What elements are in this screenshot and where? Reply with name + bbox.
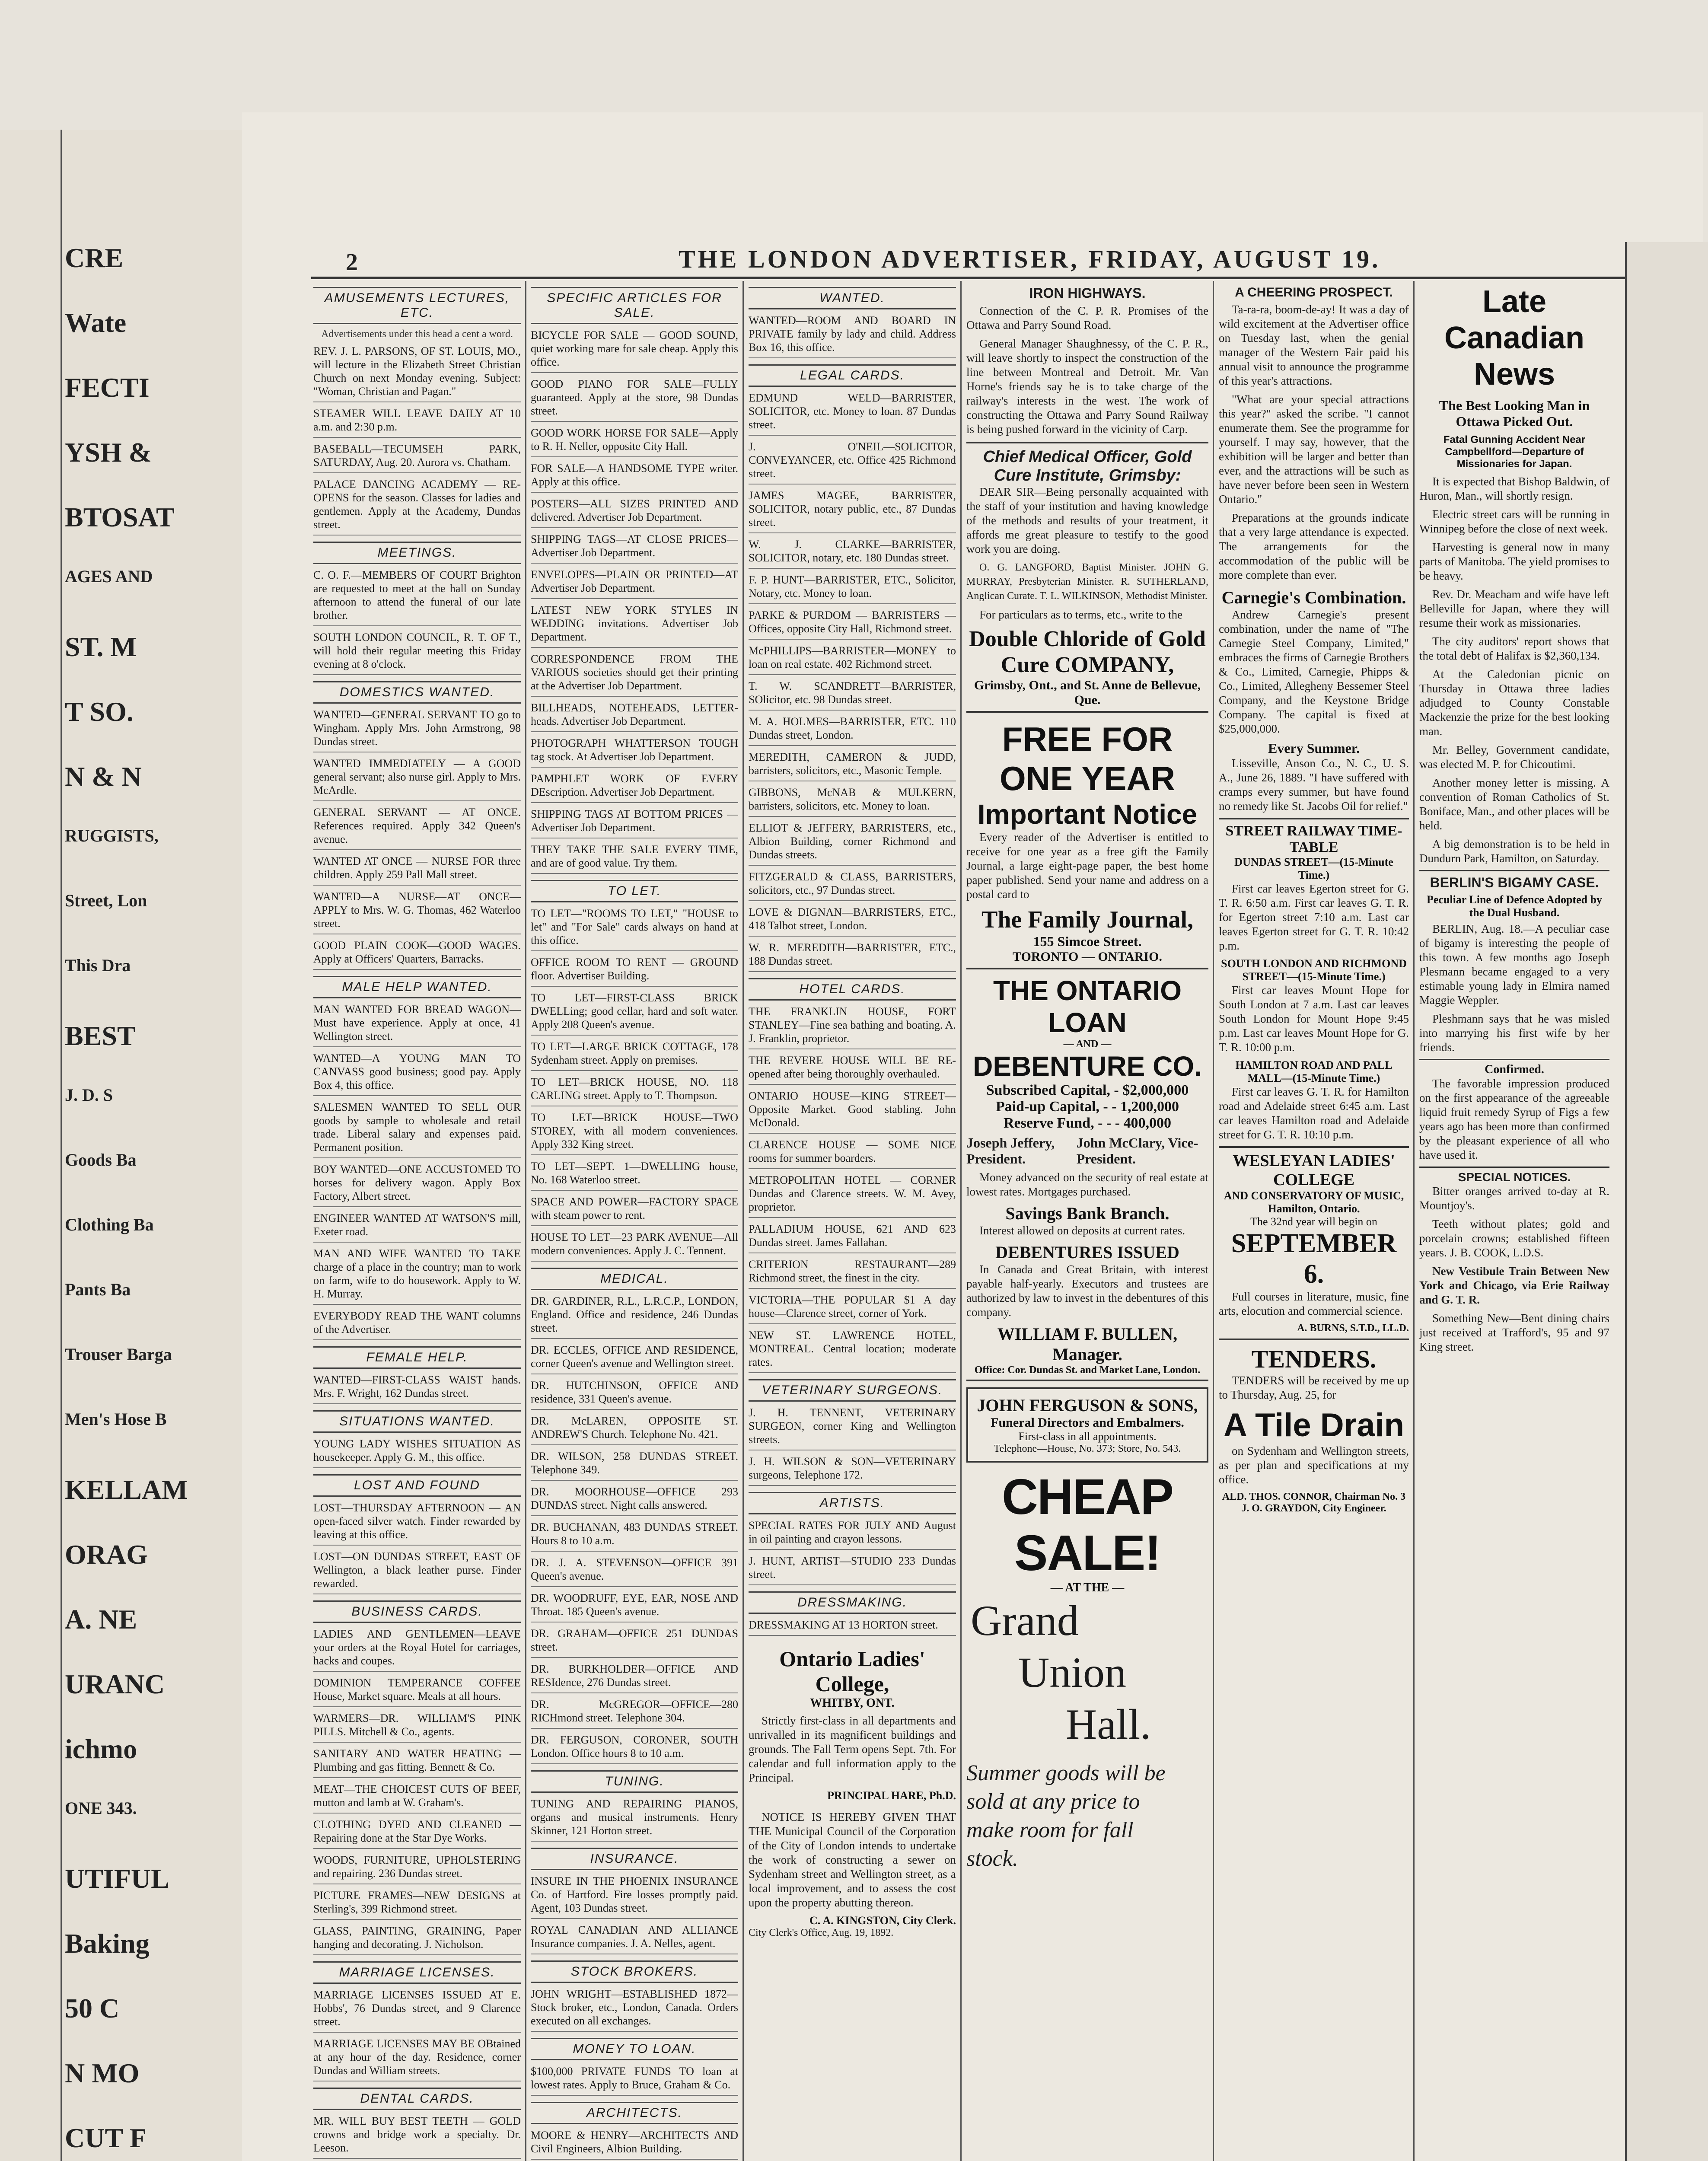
free-offer-body: Every reader of the Advertiser is entitled to receive for one year as a free gift the Family Journal, a large eight-page paper, the best home paper published. Send your name and address on a postal card to (966, 831, 1208, 901)
classified-ad: WANTED AT ONCE — NURSE FOR three children. Apply 259 Pall Mall street. (313, 854, 521, 886)
adjacent-page-fragment: Men's Hose B (65, 1409, 167, 1429)
family-journal-address: 155 Simcoe Street. (1033, 934, 1142, 949)
drain-signature-2: J. O. GRAYDON, City Engineer. (1241, 1503, 1386, 1514)
classified-ad: GOOD PIANO FOR SALE—FULLY guaranteed. Apply at the store, 98 Dundas street. (531, 377, 738, 422)
carnegie-heading: Carnegie's Combination. (1221, 588, 1406, 607)
adjacent-page-fragment: Wate (65, 307, 127, 338)
summer-line-3: make room for fall (966, 1818, 1134, 1842)
hamilton-route: HAMILTON ROAD AND PALL MALL—(15-Minute Time.) (1235, 1059, 1393, 1084)
manager-name: WILLIAM F. BULLEN, Manager. (997, 1324, 1178, 1364)
classified-ad: PICTURE FRAMES—NEW DESIGNS at Sterling's, 399 Richmond street. (313, 1889, 521, 1920)
family-journal-title: The Family Journal, (981, 906, 1194, 933)
adjacent-page-fragment: CUT F (65, 2123, 147, 2153)
classified-ad: MAN WANTED FOR BREAD WAGON—Must have experience. Apply at once, 41 Wellington street. (313, 1003, 521, 1047)
classified-ad: DOMINION TEMPERANCE COFFEE House, Market square. Meals at all hours. (313, 1676, 521, 1707)
news-paragraph: Harvesting is general now in many parts of Manitoba. The yield promises to be heavy. (1419, 541, 1609, 582)
classified-ad: DR. GARDINER, R.L., L.R.C.P., LONDON, England. Office and residence, 246 Dundas street. (531, 1294, 738, 1339)
tenders-body: TENDERS will be received by me up to Thursday, Aug. 25, for (1219, 1374, 1409, 1401)
ontario-loan-and: — AND — (1063, 1039, 1112, 1050)
classified-ad: DR. GRAHAM—OFFICE 251 DUNDAS street. (531, 1627, 738, 1658)
section-heading: AMUSEMENTS LECTURES, ETC. (313, 287, 521, 324)
classified-ad: J. H. WILSON & SON—VETERINARY surgeons, Telephone 172. (749, 1455, 956, 1486)
paid-up-capital: Paid-up Capital, - - 1,200,000 (995, 1099, 1179, 1115)
classified-ad: METROPOLITAN HOTEL — CORNER Dundas and Clarence streets. W. M. Avey, proprietor. (749, 1173, 956, 1218)
special-notices-heading: SPECIAL NOTICES. (1419, 1167, 1609, 1184)
ontario-loan-title-2: DEBENTURE CO. (973, 1051, 1202, 1082)
iron-highways-heading: IRON HIGHWAYS. (1029, 285, 1146, 301)
drain-signature-1: ALD. THOS. CONNOR, Chairman No. 3 (1222, 1491, 1406, 1502)
section-heading: INSURANCE. (531, 1848, 738, 1870)
richmond-route: SOUTH LONDON AND RICHMOND STREET—(15-Minute Time.) (1221, 957, 1407, 983)
section-heading: ARTISTS. (749, 1492, 956, 1514)
classified-ad: STEAMER WILL LEAVE DAILY AT 10 a.m. and 2:30 p.m. (313, 407, 521, 438)
classified-ad: WARMERS—DR. WILLIAM'S PINK PILLS. Mitchell & Co., agents. (313, 1712, 521, 1743)
classified-ad: WOODS, FURNITURE, UPHOLSTERING and repairing. 236 Dundas street. (313, 1853, 521, 1884)
classified-ad: GOOD WORK HORSE FOR SALE—Apply to R. H. Neller, opposite City Hall. (531, 426, 738, 457)
classified-ad: W. R. MEREDITH—BARRISTER, ETC., 188 Dundas street. (749, 941, 956, 972)
savings-bank-body: Interest allowed on deposits at current rates. (979, 1224, 1185, 1237)
city-notice: NOTICE IS HEREBY GIVEN THAT THE Municipal Council of the Corporation of the City of London intends to undertake the work of constructing a sewer on Sydenham street and Wellington street, as a local improvement, and to assess the cost upon the property abutting thereon. (749, 1810, 956, 1909)
union-word: Union (1018, 1648, 1126, 1696)
loan-president: Joseph Jeffery, President. (966, 1135, 1055, 1167)
classified-ad: INSURE IN THE PHOENIX INSURANCE Co. of Hartford. Fire losses promptly paid. Agent, 103 Dundas street. (531, 1874, 738, 1919)
section-heading: DRESSMAKING. (749, 1591, 956, 1614)
wesleyan-title: WESLEYAN LADIES' COLLEGE (1219, 1146, 1409, 1189)
prospect-paragraph: "What are your special attractions this year?" asked the scribe. "I cannot enumerate them. See the programme for yourself. I may say, however, that the exhibition will be larger and better than ever, and the attractions will be such as have never before been seen in Western Ontario." (1219, 393, 1409, 506)
street-railway-heading: STREET RAILWAY TIME-TABLE (1219, 818, 1409, 856)
classified-ad: TO LET—LARGE BRICK COTTAGE, 178 Sydenham street. Apply on premises. (531, 1040, 738, 1071)
richmond-times: First car leaves Mount Hope for South London at 7 a.m. Last car leaves South London for Mount Hope 9:45 p.m. Last car leaves Mount Hope for G. T. R. 10:00 p.m. (1219, 984, 1409, 1054)
dundas-route: DUNDAS STREET—(15-Minute Time.) (1234, 856, 1393, 881)
section-heading: VETERINARY SURGEONS. (749, 1379, 956, 1402)
column-1 (313, 281, 521, 2161)
classified-ad: MEREDITH, CAMERON & JUDD, barristers, solicitors, etc., Masonic Temple. (749, 750, 956, 781)
adjacent-page-fragment: KELLAM (65, 1474, 188, 1505)
classified-ad: TO LET—BRICK HOUSE, NO. 118 CARLING street. Apply to T. Thompson. (531, 1075, 738, 1106)
iron-highways-body: General Manager Shaughnessy, of the C. P. R., will leave shortly to inspect the construction of the line between Montreal and Detroit. Mr. Van Horne's friends say he is to take charge of the railway's interests in the west. The work of constructing the Ottawa and Parry Sound Railway is being pushed forward in the vicinity of Carp. (966, 337, 1208, 436)
classified-ad: ROYAL CANADIAN AND ALLIANCE Insurance companies. J. A. Nelles, agent. (531, 1923, 738, 1954)
adjacent-page-fragment: BTOSAT (65, 502, 175, 532)
classified-ad: THE REVERE HOUSE WILL BE RE-opened after being thoroughly overhauled. (749, 1054, 956, 1085)
classified-ad: TO LET—SEPT. 1—DWELLING house, No. 168 Waterloo street. (531, 1160, 738, 1191)
classified-ad: J. H. TENNENT, VETERINARY SURGEON, corner King and Wellington streets. (749, 1406, 956, 1450)
classified-ad: WANTED IMMEDIATELY — A GOOD general servant; also nurse girl. Apply to Mrs. McArdle. (313, 757, 521, 801)
bigamy-deck: Peculiar Line of Defence Adopted by the Dual Husband. (1426, 893, 1603, 919)
free-one-year-heading: FREE FOR ONE YEAR (1000, 720, 1175, 797)
right-page-edge (1625, 242, 1708, 2161)
adjacent-page-fragment: 50 C (65, 1993, 120, 2024)
special-notice: Teeth without plates; gold and porcelain crowns; established fifteen years. J. B. COOK, L.D.S. (1419, 1218, 1609, 1259)
classified-ad: PARKE & PURDOM — BARRISTERS — Offices, opposite City Hall, Richmond street. (749, 609, 956, 640)
college-title: Ontario Ladies' College, (779, 1647, 925, 1696)
section-heading: BUSINESS CARDS. (313, 1600, 521, 1623)
chief-medical-signatures: O. G. LANGFORD, Baptist Minister. JOHN G. MURRAY, Presbyterian Minister. R. SUTHERLAND, Anglican Curate. T. L. WILKINSON, Methodist Minister. (966, 562, 1208, 602)
adjacent-column (61, 130, 209, 2161)
classified-ad: EVERYBODY READ THE WANT columns of the Advertiser. (313, 1309, 521, 1340)
page-number: 2 (346, 249, 358, 276)
hall-word: Hall. (1066, 1700, 1151, 1748)
classified-ad: PALACE DANCING ACADEMY — RE-OPENS for the season. Classes for ladies and gentlemen. Apply at the Academy, Dundas street. (313, 478, 521, 535)
late-deck: Fatal Gunning Accident Near Campbellford—Departure of Missionaries for Japan. (1443, 434, 1586, 470)
adjacent-page-fragment: BEST (65, 1020, 136, 1051)
special-notice: New Vestibule Train Between New York and Chicago, via Erie Railway and G. T. R. (1419, 1265, 1609, 1306)
classified-ad: TO LET—"ROOMS TO LET," "HOUSE to let" and "For Sale" cards always on hand at this office. (531, 907, 738, 951)
classified-ad: POSTERS—ALL SIZES PRINTED AND delivered. Advertiser Job Department. (531, 497, 738, 528)
summer-line-1: Summer goods will be (966, 1761, 1166, 1785)
classified-ad: J. HUNT, ARTIST—STUDIO 233 Dundas street. (749, 1554, 956, 1585)
section-heading: ARCHITECTS. (531, 2102, 738, 2124)
loan-vice-president: John McClary, Vice-President. (1076, 1135, 1198, 1167)
classified-ad: GLASS, PAINTING, GRAINING, Paper hanging and decorating. J. Nicholson. (313, 1924, 521, 1955)
classified-ad: WANTED—ROOM AND BOARD IN PRIVATE family by lady and child. Address Box 16, this office. (749, 314, 956, 358)
iron-highways-lead: Connection of the C. P. R. Promises of the Ottawa and Parry Sound Road. (966, 304, 1208, 331)
hamilton-times: First car leaves G. T. R. for Hamilton road and Adelaide street 6:45 a.m. Last car leaves Hamilton road and Adelaide street for G. T. R. 10:10 p.m. (1219, 1085, 1409, 1141)
cheap-sale-heading: CHEAP SALE! (1001, 1469, 1173, 1581)
prospect-paragraph: Ta-ra-ra, boom-de-ay! It was a day of wild excitement at the Advertiser office on Tuesday last, when the genial manager of the Western Fair paid his annual visit to announce the programme of this year's attractions. (1219, 303, 1409, 387)
classified-ad: DR. WOODRUFF, EYE, EAR, NOSE AND Throat. 185 Queen's avenue. (531, 1591, 738, 1622)
classified-ad: SALESMEN WANTED TO SELL OUR goods by sample to wholesale and retail trade. Liberal salary and expenses paid. Permanent position. (313, 1100, 521, 1158)
loan-body: Money advanced on the security of real estate at lowest rates. Mortgages purchased. (966, 1171, 1208, 1198)
classified-ad: PAMPHLET WORK OF EVERY DEscription. Advertiser Job Department. (531, 772, 738, 803)
classified-ad: LATEST NEW YORK STYLES IN WEDDING invitations. Advertiser Job Department. (531, 603, 738, 648)
bigamy-heading: BERLIN'S BIGAMY CASE. (1419, 870, 1609, 891)
cheering-prospect-heading: A CHEERING PROSPECT. (1235, 285, 1393, 300)
news-paragraph: At the Caledonian picnic on Thursday in Ottawa three ladies adjudged to County Constable Mackenzie the prize for the best looking man. (1419, 668, 1609, 738)
dundas-times: First car leaves Egerton street for G. T. R. 6:50 a.m. First car leaves G. T. R. for Egerton street 7:10 a.m. Last car leaves Egerton street for G. T. R. 10:42 p.m. (1219, 882, 1409, 952)
adjacent-page-fragment: Baking (65, 1928, 150, 1959)
chief-medical-heading: Chief Medical Officer, Gold Cure Institute, Grimsby: (966, 442, 1208, 485)
classified-ad: MARRIAGE LICENSES MAY BE OBtained at any hour of the day. Residence, corner Dundas and William streets. (313, 2037, 521, 2081)
wesleyan-body: The 32nd year will begin on (1250, 1215, 1377, 1228)
classified-ad: LOVE & DIGNAN—BARRISTERS, ETC., 418 Talbot street, London. (749, 905, 956, 937)
adjacent-page-fragment: Trouser Barga (65, 1345, 172, 1364)
classified-ad: PALLADIUM HOUSE, 621 AND 623 Dundas street. James Fallahan. (749, 1222, 956, 1253)
classified-ad: SHIPPING TAGS AT BOTTOM PRICES — Advertiser Job Department. (531, 807, 738, 838)
classified-ad: DR. J. A. STEVENSON—OFFICE 391 Queen's avenue. (531, 1556, 738, 1587)
section-heading: SPECIFIC ARTICLES FOR SALE. (531, 287, 738, 324)
adjacent-page-fragment: Goods Ba (65, 1150, 137, 1170)
column-4 (966, 281, 1208, 2161)
classified-ad: DR. BURKHOLDER—OFFICE AND RESIdence, 276 Dundas street. (531, 1662, 738, 1693)
adjacent-page-fragment: RUGGISTS, (65, 826, 159, 845)
adjacent-page-fragment: URANC (65, 1669, 165, 1699)
summer-line-2: sold at any price to (966, 1789, 1140, 1814)
section-heading: FEMALE HELP. (313, 1346, 521, 1369)
adjacent-page-fragment: N MO (65, 2058, 140, 2088)
news-paragraph: It is expected that Bishop Baldwin, of Huron, Man., will shortly resign. (1419, 475, 1609, 502)
column-rule (1413, 281, 1415, 2161)
classified-ad: ONTARIO HOUSE—KING STREET—Opposite Market. Good stabling. John McDonald. (749, 1089, 956, 1134)
gold-cure-company: Double Chloride of Gold Cure COMPANY, (969, 627, 1206, 677)
savings-bank-heading: Savings Bank Branch. (1005, 1204, 1169, 1223)
late-canadian-news-heading: Late Canadian News (1444, 284, 1585, 392)
classified-ad: DR. BUCHANAN, 483 DUNDAS STREET. Hours 8 to 10 a.m. (531, 1520, 738, 1552)
news-paragraph: A big demonstration is to be held in Dundurn Park, Hamilton, on Saturday. (1419, 838, 1609, 865)
section-heading: HOTEL CARDS. (749, 978, 956, 1001)
section-heading: MEDICAL. (531, 1268, 738, 1290)
classified-ad: MARRIAGE LICENSES ISSUED AT E. Hobbs', 76 Dundas street, and 9 Clarence street. (313, 1988, 521, 2033)
news-paragraph: Another money letter is missing. A convention of Roman Catholics of St. Boniface, Man., and other places will be held. (1419, 776, 1609, 832)
gold-cure-location: Grimsby, Ont., and St. Anne de Bellevue, Que. (966, 678, 1208, 713)
classified-ad: GOOD PLAIN COOK—GOOD WAGES. Apply at Officers' Quarters, Barracks. (313, 939, 521, 970)
classified-ad: THE FRANKLIN HOUSE, FORT STANLEY—Fine sea bathing and boating. A. J. Franklin, proprietor. (749, 1005, 956, 1049)
adjacent-page-fragment: T SO. (65, 696, 134, 727)
column-rule (1213, 281, 1214, 2161)
loan-office: Office: Cor. Dundas St. and Market Lane, London. (966, 1364, 1208, 1381)
classified-ad: GENERAL SERVANT — AT ONCE. References required. Apply 342 Queen's avenue. (313, 806, 521, 850)
adjacent-page-fragment: ORAG (65, 1539, 148, 1570)
bigamy-paragraph: Pleshmann says that he was misled into marrying his first wife by her friends. (1419, 1012, 1609, 1054)
classified-ad: BILLHEADS, NOTEHEADS, LETTER-heads. Advertiser Job Department. (531, 701, 738, 732)
classified-ad: CLARENCE HOUSE — SOME NICE rooms for summer boarders. (749, 1138, 956, 1169)
summer-line-4: stock. (966, 1846, 1018, 1871)
ontario-loan-title: THE ONTARIO LOAN (993, 975, 1182, 1038)
classified-ad: SOUTH LONDON COUNCIL, R. T. OF T., will hold their regular meeting this Friday evening at 8 o'clock. (313, 631, 521, 675)
classified-ad: DR. McLAREN, OPPOSITE ST. ANDREW'S Church. Telephone No. 421. (531, 1414, 738, 1445)
notice-date: City Clerk's Office, Aug. 19, 1892. (749, 1927, 894, 1938)
classified-ad: SHIPPING TAGS—AT CLOSE PRICES—Advertiser Job Department. (531, 532, 738, 564)
classified-ad: DR. MOORHOUSE—OFFICE 293 DUNDAS street. Night calls answered. (531, 1485, 738, 1516)
classified-ad: DRESSMAKING AT 13 HORTON street. (749, 1618, 956, 1636)
news-paragraph: Electric street cars will be running in Winnipeg before the close of next week. (1419, 508, 1609, 535)
debentures-heading: DEBENTURES ISSUED (995, 1243, 1179, 1262)
classified-ad: TO LET—BRICK HOUSE—TWO STOREY, with all modern conveniences. Apply 332 King street. (531, 1111, 738, 1155)
column-6 (1419, 281, 1609, 2161)
column-5 (1219, 281, 1409, 2161)
grand-word: Grand (971, 1597, 1079, 1645)
classified-ad: $100,000 PRIVATE FUNDS TO loan at lowest rates. Apply to Bruce, Graham & Co. (531, 2065, 738, 2096)
classified-ad: ELLIOT & JEFFERY, BARRISTERS, etc., Albion Building, corner Richmond and Dundas streets. (749, 821, 956, 866)
classified-ad: WANTED—FIRST-CLASS WAIST hands. Mrs. F. Wright, 162 Dundas street. (313, 1373, 521, 1404)
classified-ad: OFFICE ROOM TO RENT — GROUND floor. Advertiser Building. (531, 956, 738, 987)
column-2 (531, 281, 738, 2161)
adjacent-page-fragment: CRE (65, 242, 124, 273)
notice-signature: C. A. KINGSTON, City Clerk. (809, 1914, 956, 1927)
classified-ad: NEW ST. LAWRENCE HOTEL, MONTREAL. Central location; moderate rates. (749, 1329, 956, 1373)
carnegie-body: Andrew Carnegie's present combination, under the name of "The Carnegie Steel Company, Limited," embraces the firms of Carnegie Brothers & Co., Limited, Carnegie, Phipps & Co., Limited, Allegheny Bessemer Steel Company, and the Keystone Bridge Company. The capital is fixed at $25,000,000. (1219, 608, 1409, 735)
every-summer-body: Lisseville, Anson Co., N. C., U. S. A., June 26, 1889. "I have suffered with cramps every summer, but have found no remedy like St. Jacobs Oil for relief." (1219, 757, 1409, 813)
classified-ad: CLOTHING DYED AND CLEANED — Repairing done at the Star Dye Works. (313, 1818, 521, 1849)
classified-ad: BOY WANTED—ONE ACCUSTOMED TO horses for delivery wagon. Apply Box Factory, Albert street. (313, 1163, 521, 1207)
news-paragraph: Rev. Dr. Meacham and wife have left Belleville for Japan, where they will resume their work as missionaries. (1419, 588, 1609, 629)
section-heading: DENTAL CARDS. (313, 2088, 521, 2110)
college-signature: PRINCIPAL HARE, Ph.D. (827, 1789, 956, 1802)
adjacent-page-fragment: J. D. S (65, 1085, 113, 1105)
classified-ad: EDMUND WELD—BARRISTER, SOLICITOR, etc. Money to loan. 87 Dundas street. (749, 391, 956, 436)
adjacent-page-fragment: Clothing Ba (65, 1215, 154, 1234)
reserve-fund: Reserve Fund, - - - 400,000 (1003, 1115, 1172, 1131)
classified-ad: FOR SALE—A HANDSOME TYPE writer. Apply at this office. (531, 462, 738, 493)
classified-ad: CRITERION RESTAURANT—289 Richmond street, the finest in the city. (749, 1258, 956, 1289)
classified-ad: JOHN WRIGHT—ESTABLISHED 1872—Stock broker, etc., London, Canada. Orders executed on all exchanges. (531, 1987, 738, 2032)
classified-ad: ENVELOPES—PLAIN OR PRINTED—AT Advertiser Job Department. (531, 568, 738, 599)
adjacent-page-fragment: YSH & (65, 437, 152, 468)
classified-ad: MAN AND WIFE WANTED TO TAKE charge of a place in the country; man to work on farm, wife to do housework. Apply to W. H. Murray. (313, 1247, 521, 1305)
section-heading: LEGAL CARDS. (749, 364, 956, 387)
adjacent-page-fragment: Street, Lon (65, 891, 147, 910)
adjacent-page-fragment: Pants Ba (65, 1280, 131, 1299)
classified-ad: DR. HUTCHINSON, OFFICE AND residence, 331 Queen's avenue. (531, 1379, 738, 1410)
adjacent-page-fragment: ichmo (65, 1734, 137, 1764)
ferguson-subtitle: Funeral Directors and Embalmers. (991, 1415, 1184, 1430)
classified-ad: WANTED—GENERAL SERVANT TO go to Wingham. Apply Mrs. John Armstrong, 98 Dundas street. (313, 708, 521, 752)
bigamy-paragraph: BERLIN, Aug. 18.—A peculiar case of bigamy is interesting the people of this town. A few months ago Joseph Plesmann became engaged to a very estimable young lady in Elmira named Maggie Weppler. (1419, 922, 1609, 1007)
ferguson-ad (966, 1387, 1208, 1463)
classified-ad: LOST—THURSDAY AFTERNOON — AN open-faced silver watch. Finder rewarded by leaving at this office. (313, 1501, 521, 1546)
confirmed-body: The favorable impression produced on the first appearance of the agreeable liquid fruit remedy Syrup of Figs a few years ago has been more than confirmed by the pleasant experience of all who have used it. (1419, 1077, 1609, 1161)
late-subheading-2: Ottawa Picked Out. (1456, 414, 1573, 429)
section-heading: TUNING. (531, 1770, 738, 1793)
wesleyan-subtitle: AND CONSERVATORY OF MUSIC, Hamilton, Ontario. (1224, 1189, 1404, 1215)
news-paragraph: The city auditors' report shows that the total debt of Halifax is $2,360,134. (1419, 635, 1609, 662)
classified-ad: CORRESPONDENCE FROM THE VARIOUS societies should get their printing at the Advertiser Job Department. (531, 652, 738, 697)
classified-ad: DR. McGREGOR—OFFICE—280 RICHmond street. Telephone 304. (531, 1698, 738, 1729)
column-rule (525, 281, 526, 2161)
column-rule (742, 281, 744, 2161)
every-summer-heading: Every Summer. (1268, 740, 1360, 756)
adjacent-page-fragment: ST. M (65, 631, 137, 662)
adjacent-page-fragment: N & N (65, 761, 142, 792)
ferguson-title: JOHN FERGUSON & SONS, (977, 1396, 1198, 1415)
chief-medical-footer: For particulars as to terms, etc., write to the (979, 608, 1183, 621)
classified-ad: DR. ECCLES, OFFICE AND RESIDENCE, corner Queen's avenue and Wellington street. (531, 1343, 738, 1374)
prospect-paragraph: Preparations at the grounds indicate that a very large attendance is expected. The arrangements for the accommodation of the public will be more complete than ever. (1219, 511, 1409, 581)
classified-ad: THEY TAKE THE SALE EVERY TIME, and are of good value. Try them. (531, 843, 738, 874)
wesleyan-courses: Full courses in literature, music, fine arts, elocution and commercial science. (1219, 1290, 1409, 1317)
classified-ad: MR. WILL BUY BEST TEETH — GOLD crowns and bridge work a specialty. Dr. Leeson. (313, 2114, 521, 2159)
important-notice-heading: Important Notice (977, 799, 1198, 830)
classified-ad: REV. J. L. PARSONS, OF ST. LOUIS, MO., will lecture in the Elizabeth Street Christian Church on next Monday evening. Subject: "Woman, Christian and Pagan." (313, 344, 521, 402)
adjacent-page-fragment: A. NE (65, 1604, 137, 1635)
late-subheading-1: The Best Looking Man in (1439, 398, 1590, 413)
classified-ad: PHOTOGRAPH WHATTERSON TOUGH tag stock. At Advertiser Job Department. (531, 736, 738, 768)
classified-ad: FITZGERALD & CLASS, BARRISTERS, solicitors, etc., 97 Dundas street. (749, 870, 956, 901)
masthead-title: THE LONDON ADVERTISER, FRIDAY, AUGUST 19. (679, 245, 1381, 273)
classified-ad: TUNING AND REPAIRING PIANOS, organs and musical instruments. Henry Skinner, 121 Horton street. (531, 1797, 738, 1842)
classified-ad: F. P. HUNT—BARRISTER, ETC., Solicitor, Notary, etc. Money to loan. (749, 573, 956, 604)
classified-ad: SPECIAL RATES FOR JULY AND August in oil painting and crayon lessons. (749, 1519, 956, 1550)
section-heading: STOCK BROKERS. (531, 1960, 738, 1983)
classified-ad: MOORE & HENRY—ARCHITECTS AND Civil Engineers, Albion Building. (531, 2129, 738, 2160)
column-3 (749, 281, 956, 2161)
classified-ad: McPHILLIPS—BARRISTER—MONEY to loan on real estate. 402 Richmond street. (749, 644, 956, 675)
classified-ad: LADIES AND GENTLEMEN—LEAVE your orders at the Royal Hotel for carriages, hacks and coupes. (313, 1627, 521, 1672)
classified-ad: SPACE AND POWER—FACTORY SPACE with steam power to rent. (531, 1195, 738, 1226)
classified-ad: J. O'NEIL—SOLICITOR, CONVEYANCER, etc. Office 425 Richmond street. (749, 440, 956, 484)
classified-ad: YOUNG LADY WISHES SITUATION AS housekeeper. Apply G. M., this office. (313, 1437, 521, 1468)
confirmed-heading: Confirmed. (1419, 1059, 1609, 1077)
adjacent-page-fragment: UTIFUL (65, 1863, 169, 1894)
classified-ad: DR. FERGUSON, CORONER, SOUTH London. Office hours 8 to 10 a.m. (531, 1733, 738, 1764)
classified-ad: HOUSE TO LET—23 PARK AVENUE—All modern conveniences. Apply J. C. Tennent. (531, 1230, 738, 1262)
tenders-heading: TENDERS. (1219, 1339, 1409, 1374)
adjacent-page-strip (0, 130, 245, 2161)
classified-ad: MEAT—THE CHOICEST CUTS OF BEEF, mutton and lamb at W. Graham's. (313, 1782, 521, 1814)
classified-ad: W. J. CLARKE—BARRISTER, SOLICITOR, notary, etc. 180 Dundas street. (749, 538, 956, 569)
classified-ad: GIBBONS, McNAB & MULKERN, barristers, solicitors, etc. Money to loan. (749, 786, 956, 817)
section-heading: DOMESTICS WANTED. (313, 681, 521, 704)
classified-ad: TO LET—FIRST-CLASS BRICK DWELLing; good cellar, hard and soft water. Apply 208 Queen's avenue. (531, 991, 738, 1036)
wesleyan-date: SEPTEMBER 6. (1231, 1229, 1397, 1289)
classified-ad: WANTED—A YOUNG MAN TO CANVASS good business; good pay. Apply Box 4, this office. (313, 1052, 521, 1096)
classified-ad: M. A. HOLMES—BARRISTER, ETC. 110 Dundas street, London. (749, 715, 956, 746)
classified-ad: LOST—ON DUNDAS STREET, EAST OF Wellington, a black leather purse. Finder rewarded. (313, 1550, 521, 1594)
news-paragraph: Mr. Belley, Government candidate, was elected M. P. for Chicoutimi. (1419, 743, 1609, 771)
tile-drain-body: on Sydenham and Wellington streets, as per plan and specifications at my office. (1219, 1444, 1409, 1486)
debentures-body: In Canada and Great Britain, with interest payable half-yearly. Executors and trustees are authorized by law to invest in the debentures of this company. (966, 1263, 1208, 1319)
classified-ad: SANITARY AND WATER HEATING — Plumbing and gas fitting. Bennett & Co. (313, 1747, 521, 1778)
chief-medical-body: DEAR SIR—Being personally acquainted with the staff of your institution and having knowledge of the methods and results of your treatment, it affords me great pleasure to testify to the good work you are doing. (966, 485, 1208, 555)
section-heading: MONEY TO LOAN. (531, 2038, 738, 2060)
adjacent-page-fragment: This Dra (65, 956, 131, 975)
special-notice: Bitter oranges arrived to-day at R. Mountjoy's. (1419, 1185, 1609, 1212)
tile-drain-heading: A Tile Drain (1223, 1407, 1405, 1444)
section-heading: MALE HELP WANTED. (313, 976, 521, 998)
section-heading: TO LET. (531, 880, 738, 902)
adjacent-page-fragment: AGES AND (65, 567, 153, 586)
rate-note: Advertisements under this head a cent a word. (321, 328, 513, 340)
classified-ad: T. W. SCANDRETT—BARRISTER, SOlicitor, etc. 98 Dundas street. (749, 679, 956, 711)
college-location: WHITBY, ONT. (810, 1696, 895, 1710)
special-notice: Something New—Bent dining chairs just received at Trafford's, 95 and 97 King street. (1419, 1312, 1609, 1353)
masthead-rule (311, 277, 1686, 279)
column-rule (960, 281, 962, 2161)
wesleyan-signature: A. BURNS, S.T.D., LL.D. (1297, 1323, 1409, 1334)
family-journal-city: TORONTO — ONTARIO. (966, 950, 1208, 969)
classified-ad: C. O. F.—MEMBERS OF COURT Brighton are requested to meet at the hall on Sunday afternoon to attend the funeral of our late brother. (313, 568, 521, 626)
ferguson-telephone: Telephone—House, No. 373; Store, No. 543. (994, 1443, 1181, 1454)
subscribed-capital: Subscribed Capital, - $2,000,000 (986, 1082, 1189, 1098)
section-heading: MEETINGS. (313, 542, 521, 564)
classified-ad: DR. WILSON, 258 DUNDAS STREET. Telephone 349. (531, 1450, 738, 1481)
adjacent-page-fragment: ONE 343. (65, 1798, 137, 1818)
classified-ad: BASEBALL—TECUMSEH PARK, SATURDAY, Aug. 20. Aurora vs. Chatham. (313, 442, 521, 473)
classified-ad: JAMES MAGEE, BARRISTER, SOLICITOR, notary public, etc., 87 Dundas street. (749, 489, 956, 533)
section-heading: WANTED. (749, 287, 956, 309)
section-heading: SITUATIONS WANTED. (313, 1410, 521, 1433)
section-heading: LOST AND FOUND (313, 1474, 521, 1497)
classified-ad: WANTED—A NURSE—AT ONCE—APPLY to Mrs. W. G. Thomas, 462 Waterloo street. (313, 890, 521, 934)
classified-ad: ENGINEER WANTED AT WATSON'S mill, Exeter road. (313, 1211, 521, 1243)
ferguson-body: First-class in all appointments. (1018, 1430, 1157, 1443)
classified-ad: BICYCLE FOR SALE — GOOD SOUND, quiet working mare for sale cheap. Apply this office. (531, 328, 738, 373)
adjacent-page-fragment: FECTI (65, 372, 150, 403)
college-body: Strictly first-class in all departments and unrivalled in its magnificent buildings and grounds. The Fall Term opens Sept. 7th. For calendar and full information apply to the Principal. (749, 1714, 956, 1784)
at-the: — AT THE — (1050, 1581, 1125, 1594)
section-heading: MARRIAGE LICENSES. (313, 1961, 521, 1984)
classified-ad: VICTORIA—THE POPULAR $1 A day house—Clarence street, corner of York. (749, 1293, 956, 1324)
